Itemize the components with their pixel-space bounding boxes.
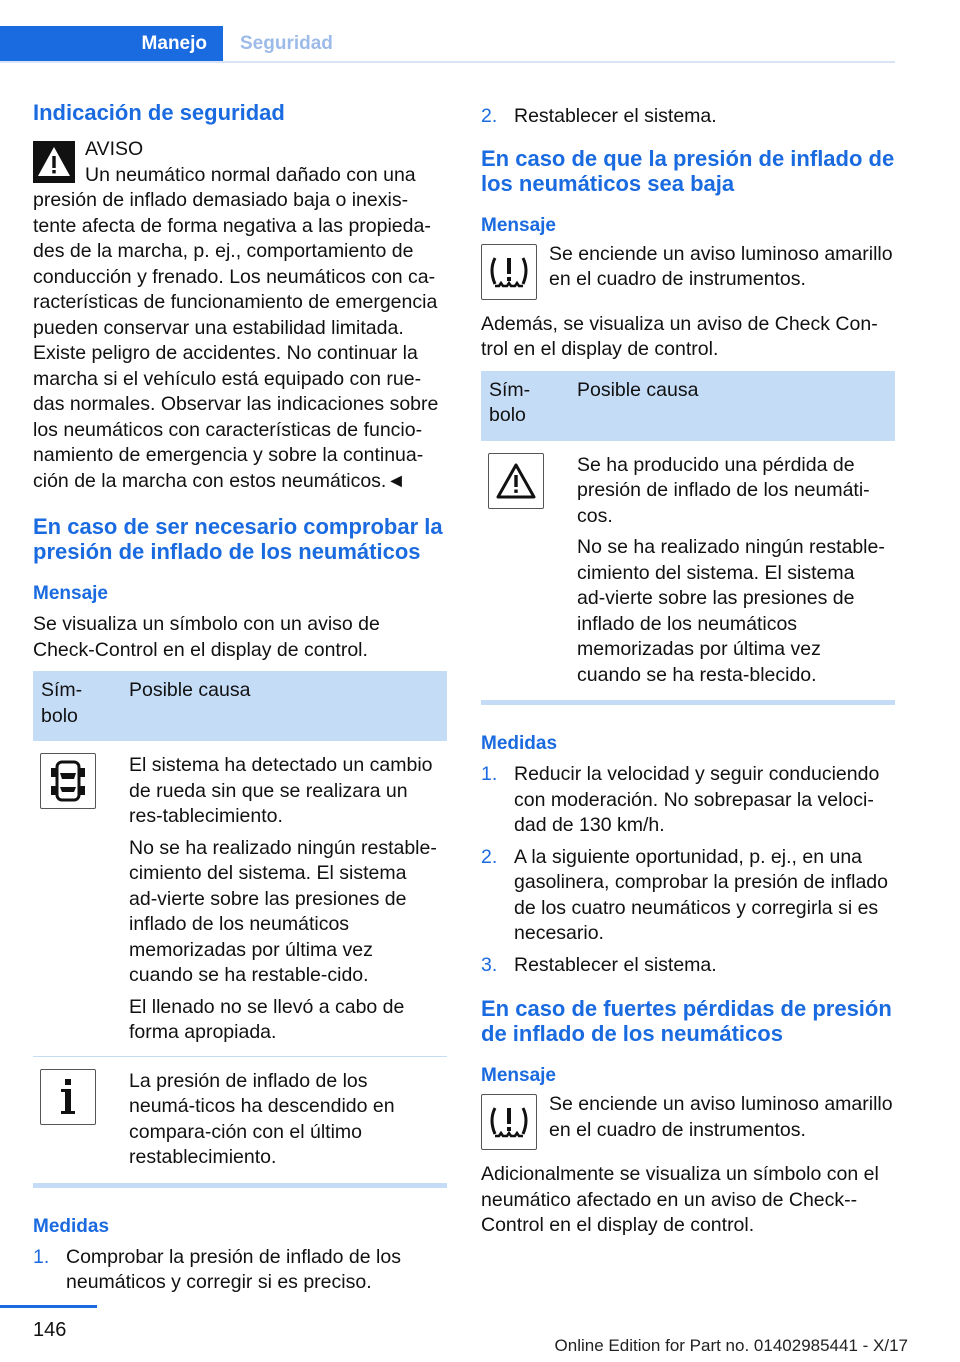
edition-note: Online Edition for Part no. 01402985441 - X/17: [554, 1336, 908, 1355]
step-number: 2.: [481, 845, 498, 868]
safety-title: Indicación de seguridad: [33, 100, 285, 125]
right-column: [481, 104, 895, 1239]
tab-manejo[interactable]: Manejo: [0, 26, 223, 61]
page-number: 146: [33, 1319, 67, 1341]
table-row: [481, 441, 895, 703]
additional-text: Adicionalmente se visualiza un símbolo con el neumático afectado en un aviso de Check--Control en el display de control.: [481, 1163, 879, 1236]
message-heading: Mensaje: [481, 214, 556, 236]
footer-rule: [0, 1305, 97, 1308]
warning-triangle-icon: [33, 141, 75, 183]
measures-heading: Medidas: [481, 733, 558, 754]
warning-label: AVISO: [85, 138, 144, 160]
warning-text: presión de inflado demasiado baja o inexis-tente afecta de forma negativa a las propieda-des de la marcha, p. ej., comportamiento de conducción y frenado. Los neumáticos con ca-racterísticas de funcionamiento de emergencia pueden conservar una estabilidad limitada. Existe peligro de accidentes. No continuar la marcha si el vehículo está equipado con rue-das normales. Observar las indicaciones sobre los neumáticos con características de funcio-namiento de emergencia y sobre la continua-ción de la marcha con estos neumáticos.◄: [33, 189, 439, 492]
cause-text: No se ha realizado ningún restable-cimiento del sistema. El sistema ad-vierte sobre las presiones de inflado de los neumáticos memorizadas por última vez cuando se ha restable-cido.: [129, 836, 437, 986]
list-item: [481, 762, 895, 839]
measures-heading: Medidas: [33, 1215, 110, 1237]
chapter-tabs: [0, 26, 895, 63]
tire-pressure-warning-icon: [481, 244, 537, 300]
table-row: [33, 741, 447, 1056]
step-text: Reducir la velocidad y seguir conduciendo con moderación. No sobrepasar la veloci-dad de 130 km/h.: [514, 763, 880, 836]
list-item: [33, 1245, 447, 1296]
message-text: Se enciende un aviso luminoso amarillo en el cuadro de instrumentos.: [549, 1093, 893, 1141]
message-row: [481, 242, 895, 300]
section-title-check-pressure: En caso de ser necesario comprobar la presión de inflado de los neumáticos: [33, 514, 443, 564]
step-text: A la siguiente oportunidad, p. ej., en una gasolinera, comprobar la presión de inflado de los cuatro neumáticos y corregirla si es necesario.: [514, 845, 888, 944]
section-title-strong-loss: En caso de fuertes pérdidas de presión de inflado de los neumáticos: [481, 996, 892, 1046]
step-number: 3.: [481, 953, 498, 976]
step-text: Restablecer el sistema.: [514, 105, 717, 127]
list-item: [481, 104, 895, 130]
cause-text: El llenado no se llevó a cabo de forma apropiada.: [129, 995, 405, 1043]
message-text: Se visualiza un símbolo con un aviso de Check-Control en el display de control.: [33, 613, 380, 661]
info-icon: [40, 1069, 96, 1125]
col-symbol-header: Sím-bolo: [33, 671, 121, 741]
warning-triangle-icon: [488, 453, 544, 509]
step-text: Restablecer el sistema.: [514, 953, 717, 976]
list-item: [481, 845, 895, 947]
car-tires-icon: [40, 753, 96, 809]
list-item: [481, 953, 895, 979]
col-cause-header: Posible causa: [569, 371, 895, 441]
tab-seguridad[interactable]: Seguridad: [240, 33, 333, 54]
table-row: [33, 1056, 447, 1185]
warning-block: [33, 137, 447, 494]
step-number: 1.: [33, 1245, 50, 1268]
step-number: 1.: [481, 763, 498, 785]
message-heading: Mensaje: [481, 1065, 556, 1086]
cause-text: Se ha producido una pérdida de presión de inflado de los neumáti-cos.: [577, 453, 870, 527]
left-column: [33, 100, 447, 1296]
tire-pressure-warning-icon: [481, 1094, 537, 1150]
message-heading: Mensaje: [33, 583, 108, 604]
col-symbol-header: Sím-bolo: [481, 371, 569, 441]
message-row: [481, 1092, 895, 1150]
additional-text: Además, se visualiza un aviso de Check Con-trol en el display de control.: [481, 312, 878, 360]
cause-text: La presión de inflado de los neumá-ticos ha descendido en compara-ción con el último restablecimiento.: [129, 1069, 395, 1168]
symbol-table: [33, 671, 447, 1188]
step-text: Comprobar la presión de inflado de los neumáticos y corregir si es preciso.: [66, 1245, 401, 1293]
symbol-table: [481, 371, 895, 706]
col-cause-header: Posible causa: [121, 671, 447, 741]
message-text: Se enciende un aviso luminoso amarillo en el cuadro de instrumentos.: [549, 242, 893, 290]
step-number: 2.: [481, 105, 498, 127]
warning-first-line: Un neumático normal dañado con una: [85, 163, 416, 186]
cause-text: El sistema ha detectado un cambio de rueda sin que se realizara un res-tablecimiento.: [129, 754, 433, 827]
section-title-low-pressure: En caso de que la presión de inflado de los neumáticos sea baja: [481, 145, 895, 196]
cause-text: No se ha realizado ningún restable-cimiento del sistema. El sistema ad-vierte sobre las presiones de inflado de los neumáticos memorizadas por última vez cuando se ha resta-blecido.: [577, 536, 885, 686]
